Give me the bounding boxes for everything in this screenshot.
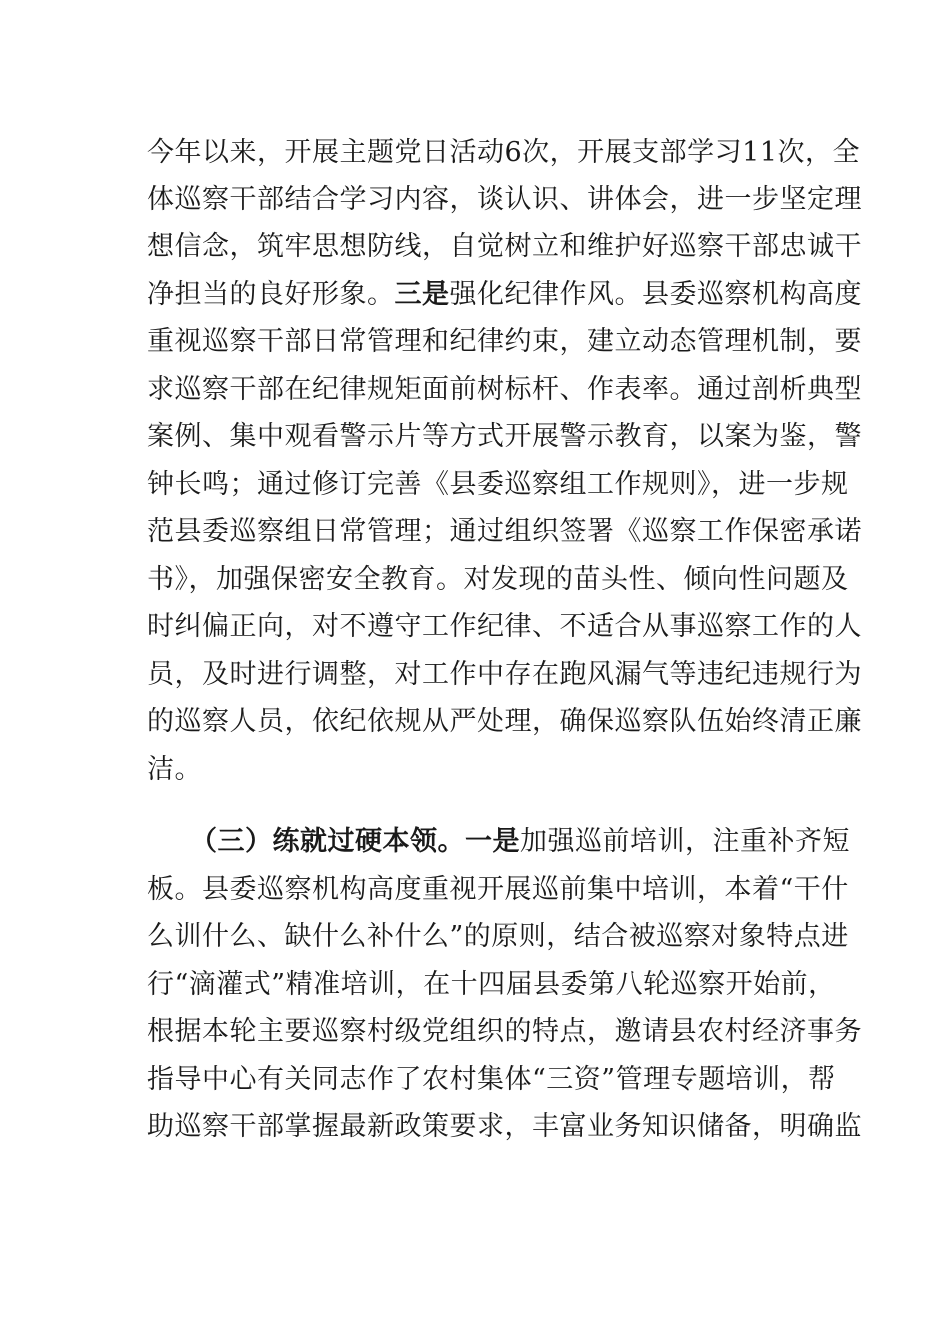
text-line: 范县委巡察组日常管理；通过组织签署《巡察工作保密承诺 [147, 516, 862, 547]
text-line: 书》，加强保密安全教育。对发现的苗头性、倾向性问题及 [147, 564, 849, 595]
text-line: 重视巡察干部日常管理和纪律约束，建立动态管理机制，要 [147, 326, 862, 357]
bold-lead-phrase: 一是 [465, 826, 520, 857]
text-line-heading [190, 818, 850, 866]
text-line: 时纠偏正向，对不遵守工作纪律、不适合从事巡察工作的人 [147, 611, 862, 642]
text-run: 强化纪律作风。县委巡察机构高度 [449, 279, 862, 310]
text-run: 净担当的良好形象。 [147, 279, 395, 310]
text-run: 加强巡前培训，注重补齐短 [520, 826, 850, 857]
text-line: 根据本轮主要巡察村级党组织的特点，邀请县农村经济事务 [147, 1016, 862, 1047]
text-line: 体巡察干部结合学习内容，谈认识、讲体会，进一步坚定理 [147, 184, 862, 215]
text-line: 求巡察干部在纪律规矩面前树标杆、作表率。通过剖析典型 [147, 374, 862, 405]
text-line: 想信念，筑牢思想防线，自觉树立和维护好巡察干部忠诚干 [147, 231, 862, 262]
text-line: 今年以来，开展主题党日活动6次，开展支部学习11次，全 [147, 137, 861, 168]
bold-lead-phrase: 三是 [394, 279, 450, 310]
text-line: 指导中心有关同志作了农村集体“三资”管理专题培训，帮 [147, 1064, 836, 1095]
text-line: 洁。 [147, 754, 202, 785]
text-line: 员，及时进行调整，对工作中存在跑风漏气等违纪违规行为 [147, 659, 862, 690]
text-line: 板。县委巡察机构高度重视开展巡前集中培训，本着“干什 [147, 874, 849, 905]
text-line: 案例、集中观看警示片等方式开展警示教育，以案为鉴，警 [147, 421, 862, 452]
text-line: 的巡察人员，依纪依规从严处理，确保巡察队伍始终清正廉 [147, 706, 862, 737]
section-heading: （三）练就过硬本领。 [190, 826, 465, 857]
text-line: 行“滴灌式”精准培训，在十四届县委第八轮巡察开始前， [147, 969, 836, 1000]
text-line: 钟长鸣；通过修订完善《县委巡察组工作规则》，进一步规 [147, 469, 849, 500]
text-line-mixed [147, 271, 862, 319]
text-line: 么训什么、缺什么补什么”的原则，结合被巡察对象特点进 [147, 921, 849, 952]
text-line: 助巡察干部掌握最新政策要求，丰富业务知识储备，明确监 [147, 1111, 862, 1142]
